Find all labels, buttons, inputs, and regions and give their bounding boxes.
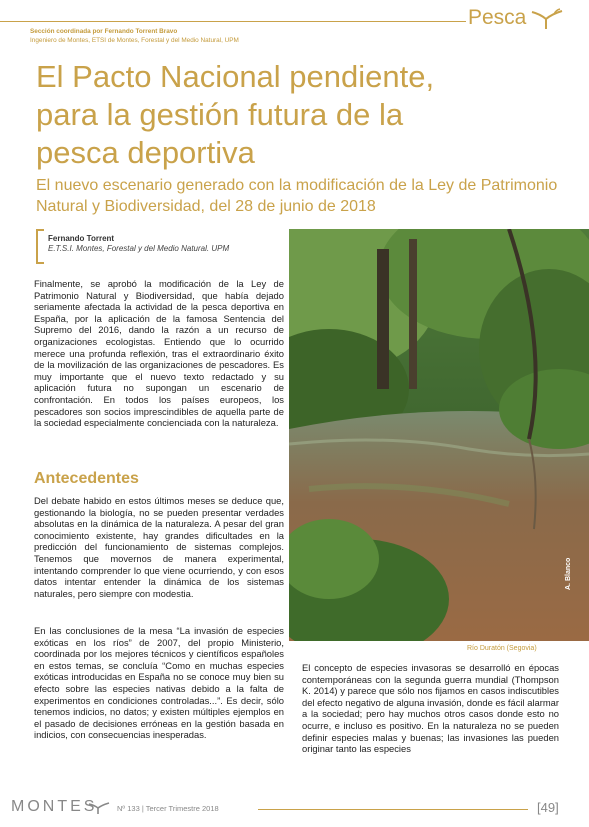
page-footer [0,798,589,822]
river-photo [289,229,589,641]
photo-caption: Río Duratón (Segovia) [467,645,537,652]
credit-affiliation: Ingeniero de Montes, ETSI de Montes, Forestal y del Medio Natural, UPM [30,37,239,44]
paragraph-debate: Del debate habido en estos últimos meses se deduce que, gestionando la biología, no se pueden presentar verdades absolutas en la dinámica de la naturaleza. A pesar del gran conocimiento existente, hay grandes dificultades en la predicción del funcionamiento de sistemas complejos. Tenemos que movernos de manera experimental, intentando comprender lo que viene ocurriendo, y con esos datos intentar entender la dinámica de los sistemas naturales, pero siempre con modestia. [34,495,284,599]
branch-icon [530,8,564,30]
paragraph-invasoras: El concepto de especies invasoras se desarrolló en épocas contemporáneas con la segunda guerra mundial (Thompson K. 2014) y parece que sólo nos fijamos en casos indiscutibles del efecto negativo de alguna invasión, donde es fácil alarmar a la sociedad; pero hay muchos otros casos donde esto no ocurre, e incluso es positivo. En la naturaleza no se pueden definir especies malas y buenas; las invasiones las pueden originar tanto las especies [302,662,559,755]
title-line-2: para la gestión futura de la [36,97,404,132]
paragraph-intro: Finalmente, se aprobó la modificación de la Ley de Patrimonio Natural y Biodiversidad, que había dejado seriamente afectada la actividad de la pesca deportiva en España, por la aplicación de la famosa Sentencia del Supremo del 2016, dando la razón a un recurso de organizaciones ecologistas. Entiendo que lo ocurrido merece una profunda reflexión, tras el extraordinario éxito de la movilización de las organizaciones de pescadores. Es muy importante que el nuevo texto redactado y su aplicación futura no supongan un escenario de confrontación. En todos los países europeos, los pescadores son socios imprescindibles de aquella parte de la sociedad especialmente concienciada con la naturaleza. [34,278,284,429]
title-line-3: pesca deportiva [36,135,255,170]
branch-icon [88,801,110,815]
header-rule [0,21,466,22]
author-bracket [36,229,44,264]
photo-credit: A. Blanco [565,557,572,590]
article-title [36,58,556,172]
paragraph-conclusiones: En las conclusiones de la mesa “La invasión de especies exóticas en los ríos” de 2007, del propio Ministerio, coordinada por los mejores técnicos y científicos españoles en estos temas, se concluía “Como en muchas especies exóticas introducidas en España no se conoce muy bien su efecto sobre las especies nativas debido a la falta de experimentos en condiciones controladas...”. Es decir, sólo tenemos indicios, no datos; y existen múltiples ejemplos en el pasado de decisiones erróneas en la gestión basada en indicios, con consecuencias inesperadas. [34,625,284,741]
section-credit [30,27,239,45]
heading-antecedentes: Antecedentes [34,470,139,487]
title-line-1: El Pacto Nacional pendiente, [36,59,435,94]
author-name: Fernando Torrent [48,234,115,243]
footer-logo: MONTES [11,798,98,815]
author-affiliation: E.T.S.I. Montes, Forestal y del Medio Natural. UPM [48,244,230,253]
article-subtitle: El nuevo escenario generado con la modificación de la Ley de Patrimonio Natural y Biodiversidad, del 28 de junio de 2018 [36,177,558,215]
credit-coordinator: Sección coordinada por Fernando Torrent Bravo [30,28,178,35]
page-number: [49] [537,800,559,815]
section-label: Pesca [468,6,527,29]
footer-rule [258,809,528,810]
footer-issue: Nº 133 | Tercer Trimestre 2018 [117,804,219,813]
